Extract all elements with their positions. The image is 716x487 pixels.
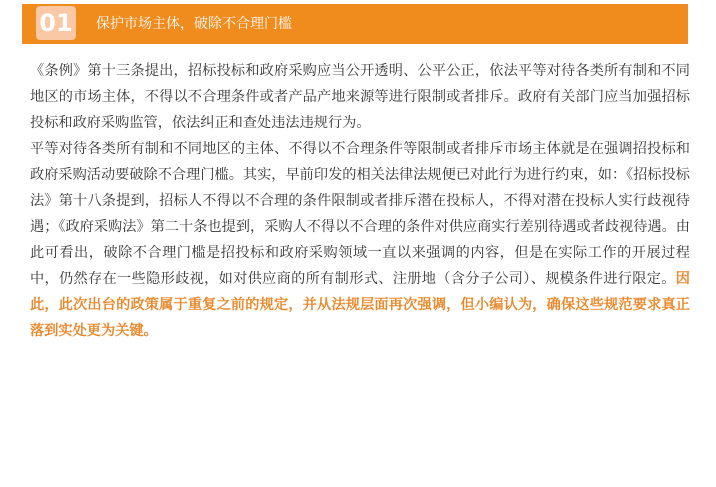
paragraph-1: 《条例》第十三条提出，招标投标和政府采购应当公开透明、公平公正，依法平等对待各类所有制和不同地区的市场主体，不得以不合理条件或者产品产地来源等进行限制或者排斥。政府有关部门应当加强招标投标和政府采购监管，依法纠正和查处违法违规行为。 [30, 63, 690, 131]
paragraph-2-text: 平等对待各类所有制和不同地区的主体、不得以不合理条件等限制或者排斥市场主体就是在强调招投标和政府采购活动要破除不合理门槛。其实，早前印发的相关法律法规便已对此行为进行约束，如：《招标投标法》第十八条提到，招标人不得以不合理的条件限制或者排斥潜在投标人，不得对潜在投标人实行歧视待遇；《政府采购法》第二十条也提到，采购人不得以不合理的条件对供应商实行差别待遇或者歧视待遇。由此可看出，破除不合理门槛是招投标和政府采购领域一直以来强调的内容，但是在实际工作的开展过程中，仍然存在一些隐形歧视，如对供应商的所有制形式、注册地（含分子公司）、规模条件进行限定。 [30, 141, 690, 287]
section-number-badge [36, 6, 76, 40]
article-body [30, 58, 690, 344]
paragraph-2-emphasis: 因此，此次出台的政策属于重复之前的规定，并从法规层面再次强调，但小编认为，确保这些规范要求真正落到实处更为关键。 [30, 271, 690, 339]
paragraph-2 [30, 136, 690, 344]
section-number: 01 [39, 9, 73, 37]
section-title: 保护市场主体，破除不合理门槛 [96, 16, 292, 32]
